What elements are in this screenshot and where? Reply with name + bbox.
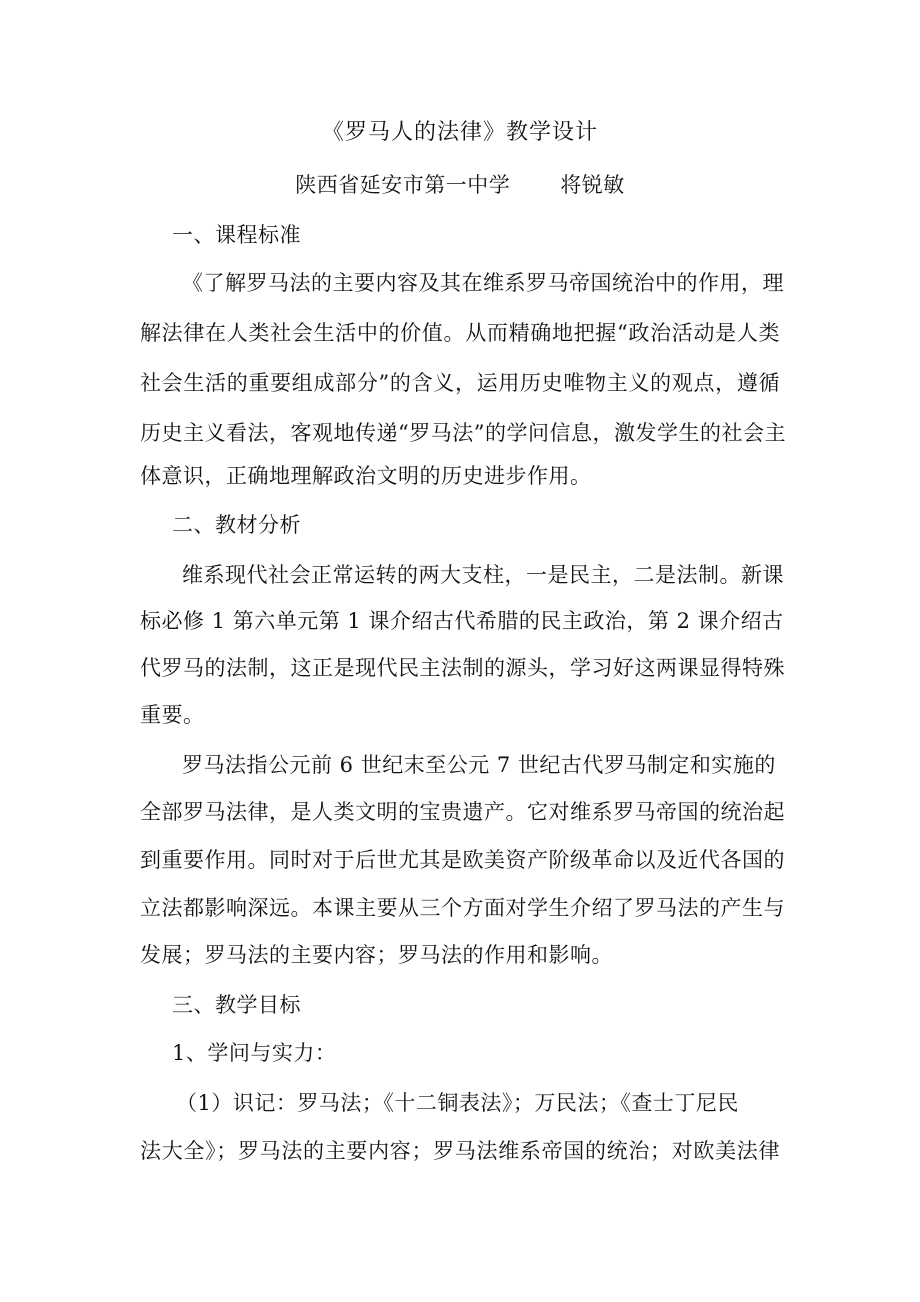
curriculum-standard-line-2: 解法律在人类社会生活中的价值。从而精确地把握“政治活动是人类 (140, 321, 780, 345)
teaching-goals-line-1: （1）识记：罗马法；《十二铜表法》；万民法；《查士丁尼民 (176, 1091, 739, 1115)
curriculum-standard-line-1: 《了解罗马法的主要内容及其在维系罗马帝国统治中的作用，理 (182, 271, 784, 295)
teaching-goals-subheading: 1、学问与实力： (172, 1041, 337, 1065)
curriculum-standard-line-5: 体意识，正确地理解政治文明的历史进步作用。 (140, 464, 592, 488)
author-name: 将锐敏 (560, 173, 625, 197)
teaching-goals-line-2: 法大全》；罗马法的主要内容；罗马法维系帝国的统治；对欧美法律 (140, 1139, 780, 1163)
author-line (0, 170, 920, 200)
textbook-analysis-paragraph-1-line-2: 标必修 1 第六单元第 1 课介绍古代希腊的民主政治，第 2 课介绍古 (140, 609, 784, 633)
curriculum-standard-line-4: 历史主义看法，客观地传递“罗马法”的学问信息，激发学生的社会主 (140, 421, 786, 445)
textbook-analysis-paragraph-2-line-2: 全部罗马法律，是人类文明的宝贵遗产。它对维系罗马帝国的统治起 (140, 800, 785, 824)
page-title: 《罗马人的法律》教学设计 (321, 120, 598, 145)
section-heading-curriculum-standard: 一、课程标准 (172, 223, 301, 247)
curriculum-standard-line-3: 社会生活的重要组成部分”的含义，运用历史唯物主义的观点，遵循 (140, 371, 780, 395)
section-heading-textbook-analysis: 二、教材分析 (172, 513, 301, 537)
textbook-analysis-paragraph-2-line-3: 到重要作用。同时对于后世尤其是欧美资产阶级革命以及近代各国的 (140, 848, 785, 872)
textbook-analysis-paragraph-1-line-1: 维系现代社会正常运转的两大支柱，一是民主，二是法制。新课 (182, 563, 784, 587)
textbook-analysis-paragraph-2-line-1: 罗马法指公元前 6 世纪末至公元 7 世纪古代罗马制定和实施的 (182, 753, 776, 777)
textbook-analysis-paragraph-1-line-3: 代罗马的法制，这正是现代民主法制的源头，学习好这两课显得特殊 (140, 656, 785, 680)
textbook-analysis-paragraph-2-line-4: 立法都影响深远。本课主要从三个方面对学生介绍了罗马法的产生与 (140, 896, 785, 920)
textbook-analysis-paragraph-1-line-4: 重要。 (140, 703, 205, 727)
section-heading-teaching-goals: 三、教学目标 (172, 993, 301, 1017)
school-name: 陕西省延安市第一中学 (295, 173, 511, 197)
textbook-analysis-paragraph-2-line-5: 发展；罗马法的主要内容；罗马法的作用和影响。 (140, 943, 613, 967)
